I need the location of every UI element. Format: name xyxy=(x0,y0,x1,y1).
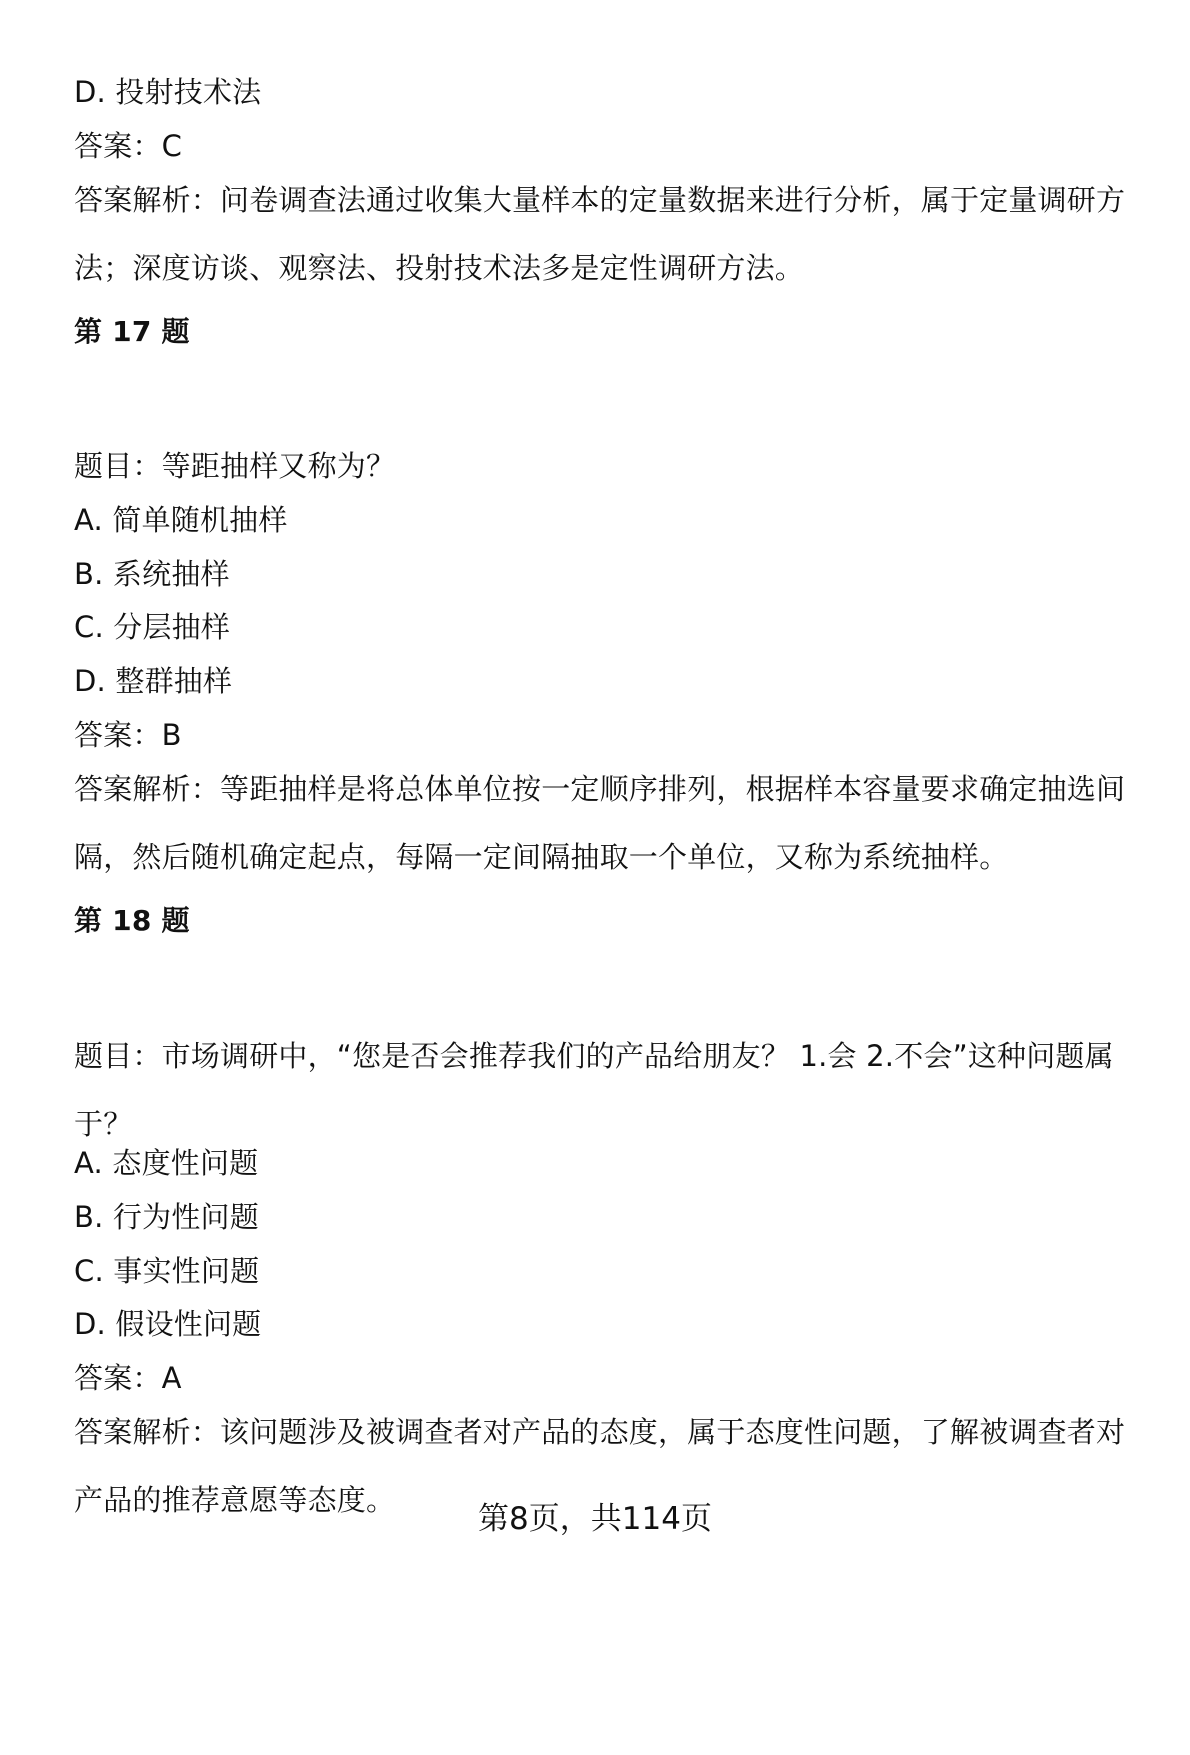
q18-option-d: D. 假设性问题 xyxy=(74,1307,262,1341)
page-number: 第8页，共114页 xyxy=(478,1501,712,1537)
q16-explanation: 答案解析：问卷调查法通过收集大量样本的定量数据来进行分析，属于定量调研方法；深度访谈、观察法、投射技术法多是定性调研方法。 xyxy=(74,183,1126,285)
q17-question: 题目：等距抽样又称为？ xyxy=(74,449,396,483)
q17-answer: 答案：B xyxy=(74,718,182,752)
q17-option-c: C. 分层抽样 xyxy=(74,610,231,644)
q17-option-a: A. 简单随机抽样 xyxy=(74,503,288,537)
q17-option-b: B. 系统抽样 xyxy=(74,557,230,591)
q18-answer: 答案：A xyxy=(74,1361,182,1395)
q18-option-b: B. 行为性问题 xyxy=(74,1200,259,1234)
q17-explanation: 答案解析：等距抽样是将总体单位按一定顺序排列，根据样本容量要求确定抽选间隔，然后随机确定起点，每隔一定间隔抽取一个单位，又称为系统抽样。 xyxy=(74,772,1126,874)
q16-answer: 答案：C xyxy=(74,129,183,163)
q18-heading: 第 18 题 xyxy=(74,904,190,937)
q17-option-d: D. 整群抽样 xyxy=(74,664,233,698)
q17-heading: 第 17 题 xyxy=(74,315,190,348)
q18-question: 题目：市场调研中，“您是否会推荐我们的产品给朋友？ 1.会 2.不会”这种问题属于？ xyxy=(74,1039,1114,1141)
q18-option-a: A. 态度性问题 xyxy=(74,1146,259,1180)
q18-option-c: C. 事实性问题 xyxy=(74,1254,260,1288)
q18-explanation: 答案解析：该问题涉及被调查者对产品的态度，属于态度性问题，了解被调查者对产品的推荐意愿等态度。 xyxy=(74,1415,1126,1517)
q16-option-d: D. 投射技术法 xyxy=(74,75,262,109)
